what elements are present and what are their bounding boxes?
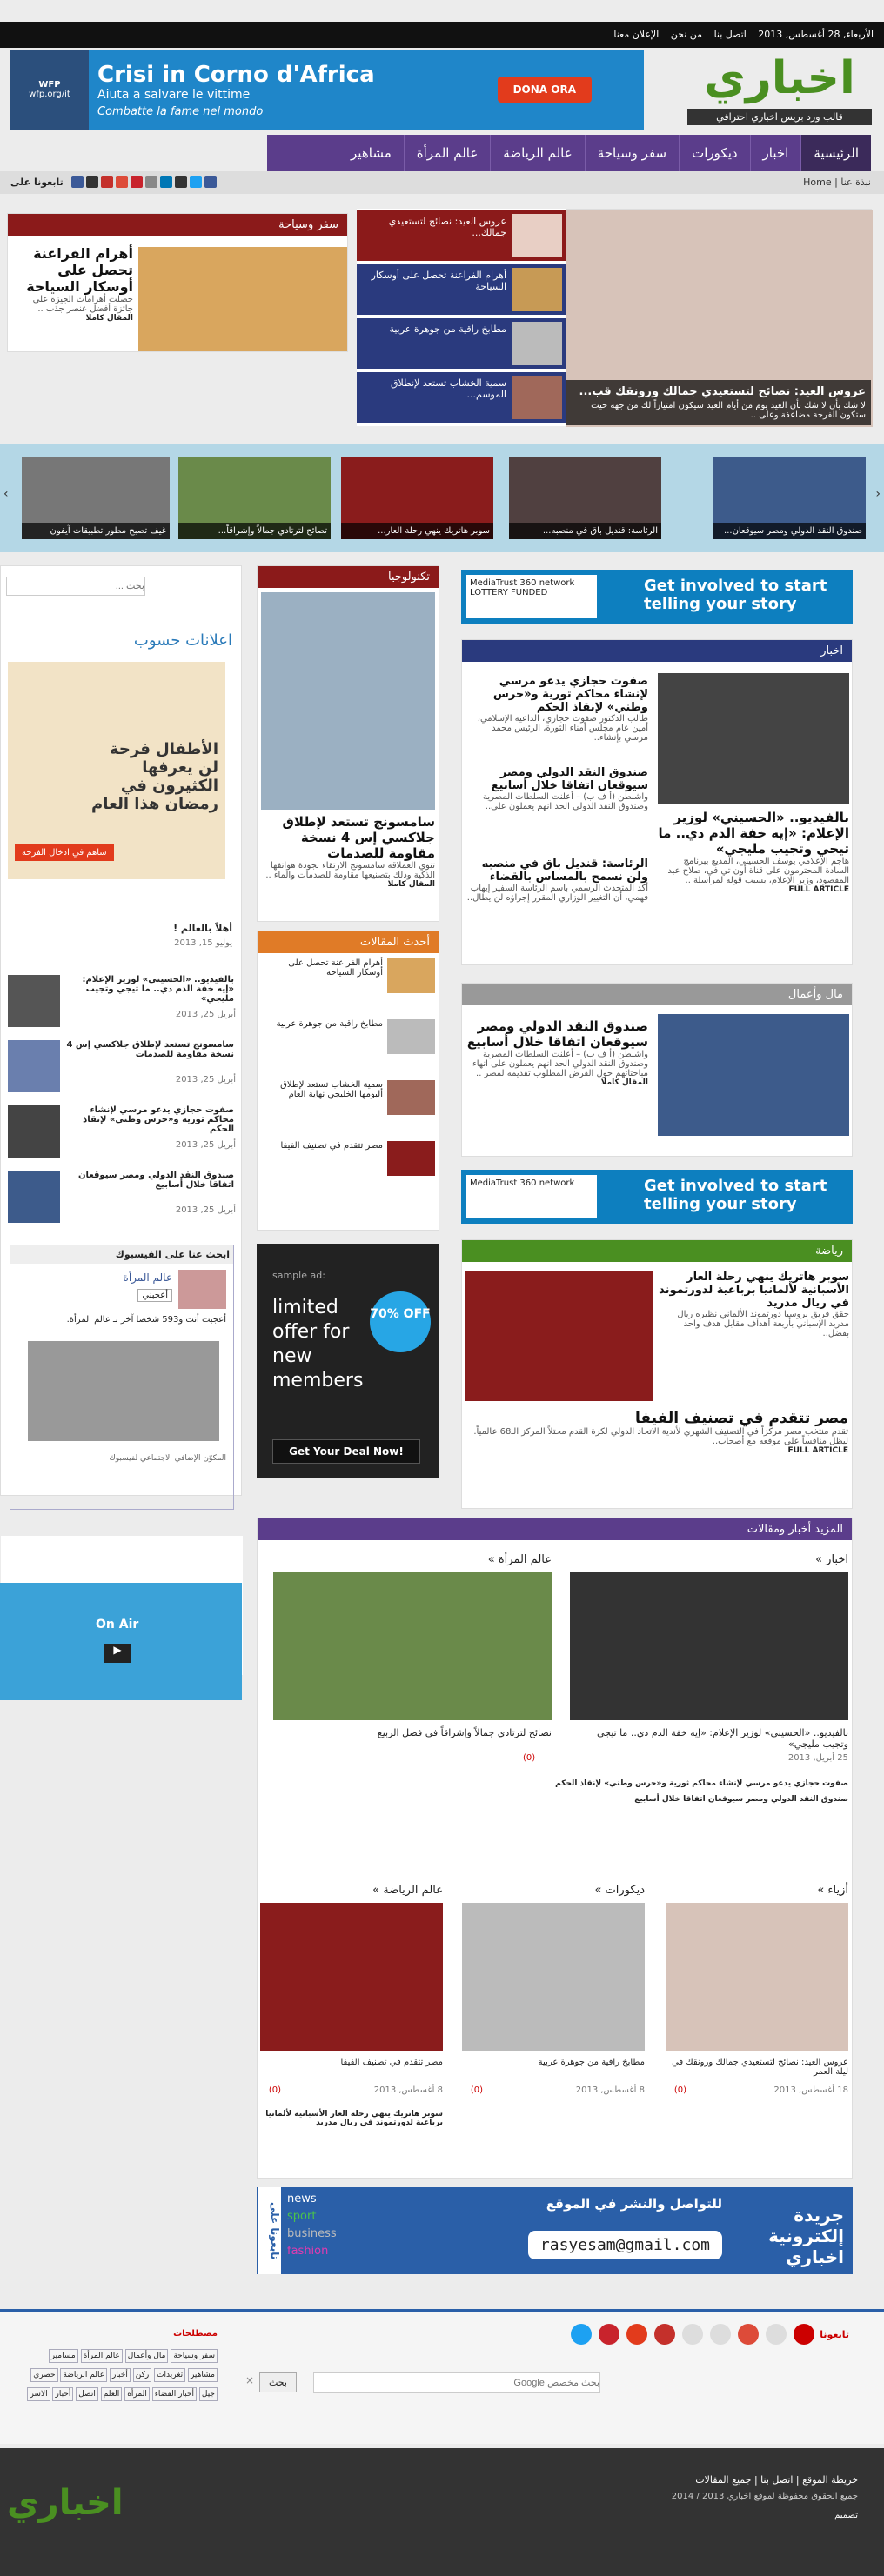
footer-link-contact[interactable]: اتصل بنا	[760, 2474, 794, 2486]
travel-box	[7, 213, 348, 352]
hero-title: عروس العيد: نصائح لتستعيدي جمالك ورونقك قب...	[579, 385, 866, 398]
footer-tags-title: مصطلحات	[173, 2329, 218, 2339]
wfp-logo	[10, 50, 89, 130]
sport-main-text: تقدم منتخب مصر مركزاً في التصنيف الشهري لأندية الاتحاد الدولي لكرة القدم محتلاً المركز الـ68 عالمياً. ليظل منافساً على موقعه مع أصحاب..	[473, 1427, 848, 1446]
nav-sports[interactable]: عالم الرياضة	[490, 135, 584, 171]
fb-count: أعجبت أنت و593 شخصا آخر بـ عالم المرأة.	[66, 1315, 226, 1325]
tech-header: تكنولوجيا	[258, 566, 439, 588]
mt-brand: MediaTrust 360 network	[470, 578, 575, 588]
tag[interactable]: مسامير	[49, 2349, 78, 2363]
contact-list	[287, 2191, 337, 2260]
list-item[interactable]	[465, 858, 648, 949]
site-logo[interactable]	[687, 48, 872, 131]
footer-link-sitemap[interactable]: خريطة الموقع	[802, 2474, 858, 2486]
tag[interactable]: الاسر	[27, 2387, 50, 2401]
charity-ad-text: الأطفال فرحة لن يعرفها الكثيرون في رمضان هذا العام	[91, 740, 218, 813]
money-image[interactable]	[658, 1014, 849, 1136]
donate-button[interactable]: DONA ORA	[498, 77, 592, 103]
sport-top-text: حقق فريق بروسيا دورتموند الألماني نظيره ريال مدريد الإسباني بأربعة أهداف مقابل هدف واحد بفضل..	[677, 1310, 849, 1338]
sport-image[interactable]	[465, 1271, 653, 1401]
tech-text: تنوي العملاقة سامسونج الارتقاء بجودة هواتفها الذكية وذلك بتصنيعها مقاومة للصدمات والماء ..	[265, 861, 435, 880]
ad-sub: Aiuta a salvare le vittime	[97, 87, 251, 102]
footer-search-input[interactable]	[313, 2372, 600, 2393]
left-sidebar	[0, 565, 242, 1496]
youtube-icon[interactable]	[101, 176, 113, 188]
nav-home[interactable]: الرئيسية	[800, 135, 871, 171]
list-item[interactable]	[465, 675, 648, 766]
recent-item-date: أبريل 25, 2013	[175, 1010, 236, 1019]
tech-image[interactable]	[261, 592, 435, 810]
deal-button[interactable]: Get Your Deal Now!	[272, 1439, 420, 1464]
footer-bottom	[0, 2448, 884, 2576]
thumb	[8, 1105, 60, 1158]
col-news-date: 25 أبريل, 2013	[787, 1753, 848, 1763]
fb-faces	[28, 1341, 219, 1441]
tag[interactable]: جيل	[199, 2387, 218, 2401]
news-slider	[0, 444, 884, 552]
tag[interactable]: المرأة	[124, 2387, 150, 2401]
ad-org: WFP	[38, 80, 61, 90]
money-text: واشنطن (أ ف ب) – أعلنت السلطات المصرية وصندوق النقد الدولي الحد انهم يعملون على انهاء مباحثاتهم حول القرض المطلوب تقديمه لمصر ..	[472, 1050, 648, 1078]
youtube-icon[interactable]	[654, 2324, 675, 2345]
list-item[interactable]	[465, 766, 648, 858]
recent-item-date: أبريل 25, 2013	[175, 1205, 236, 1215]
slider-caption: الرئاسة: قنديل باق في منصبه...	[509, 523, 661, 539]
mt-cta: Get involved to start telling your story	[644, 1177, 827, 1213]
col-news-link[interactable]: صفوت حجازي يدعو مرسي لإنشاء محاكم ثورية و«حرس وطني» لإنقاذ الحكم	[555, 1779, 848, 1788]
footer-top	[0, 2309, 884, 2444]
thumb	[512, 376, 562, 419]
news-item-title: الرئاسة: قنديل باق في منصبه ولن نسمح بالمساس بالقضاء	[481, 858, 648, 884]
hero-list-item[interactable]	[357, 210, 566, 261]
sample-ad[interactable]	[257, 1244, 439, 1478]
travel-header: سفر وسياحة	[8, 214, 347, 236]
list-item[interactable]	[8, 1171, 236, 1236]
tag[interactable]: اتصل	[76, 2387, 98, 2401]
thumb	[512, 268, 562, 311]
news-more[interactable]: FULL ARTICLE	[788, 885, 849, 894]
tag[interactable]: أخبار	[52, 2387, 73, 2401]
thumb	[8, 1040, 60, 1092]
col-news-header[interactable]: اخبار »	[815, 1553, 848, 1566]
slider-item[interactable]	[178, 457, 331, 539]
tech-box	[257, 565, 439, 922]
ad-headline: Crisi in Corno d'Africa	[97, 61, 375, 88]
search-input[interactable]	[6, 577, 145, 596]
latest-item-title: سمية الخشاب تستعد لإطلاق ألبومها الخليجي نهاية العام	[280, 1080, 383, 1099]
email-icon[interactable]	[86, 176, 98, 188]
sport-more[interactable]: FULL ARTICLE	[787, 1446, 848, 1455]
rss-icon[interactable]	[682, 2324, 703, 2345]
nav-news[interactable]: اخبار	[750, 135, 801, 171]
fb-page-name[interactable]: عالم المرأة	[123, 1271, 172, 1284]
top-date: الأربعاء, 28 أغسطس, 2013	[758, 29, 874, 40]
col-sport-link[interactable]: سوبر هاتريك ينهي رحلة العار الأسبانية لألمانيا برباعية لدورتموند في ريال مدريد	[265, 2110, 443, 2127]
top-link-about[interactable]: من نحن	[670, 29, 703, 40]
hero-list-title: عروس العيد: نصائح لتستعيدي جمالك...	[388, 216, 506, 238]
ad-url: wfp.org/it	[29, 90, 70, 99]
onair-label: On Air	[96, 1618, 139, 1632]
tag[interactable]: العلم	[101, 2387, 123, 2401]
recent-title[interactable]: أهلاً بالعالم !	[173, 923, 232, 934]
col-decor-date: 8 أغسطس, 2013	[575, 2085, 645, 2095]
slider-caption: صندوق النقد الدولي ومصر سيوقعان...	[713, 523, 866, 539]
news-item-text: طالب الدكتور صفوت حجازي، الداعية الإسلامي، أمين عام مجلس أمناء الثورة، الرئيس محمد مرسي بإنشاء..	[477, 714, 648, 743]
top-link-contact[interactable]: اتصل بنا	[713, 29, 747, 40]
pyramids-image[interactable]	[138, 247, 347, 351]
news-main-text: هاجم الإعلامي يوسف الحسيني، المذيع ببرنامج السادة المحترمون على قناة أون تي في، صلاح عبد المقصود، وزير الإعلام، بسبب قوله لمراسلة ..	[667, 857, 849, 885]
tag[interactable]: أخبار	[110, 2368, 131, 2382]
fb-page-avatar	[178, 1270, 226, 1309]
latest-item-title: مصر تتقدم في تصنيف الفيفا	[280, 1141, 383, 1151]
slider-item[interactable]	[341, 457, 493, 539]
tag[interactable]: أخبار الفضاء	[152, 2387, 197, 2401]
close-icon[interactable]: ×	[245, 2374, 255, 2386]
google-plus-icon[interactable]	[116, 176, 128, 188]
col-fashion-title[interactable]: عروس العيد: نصائح لتستعيدي جمالك ورونقك في ليلة العمر	[672, 2058, 848, 2077]
recent-item-title: صندوق النقد الدولي ومصر سيوقعان اتفاقا خلال أسابيع	[77, 1171, 234, 1190]
list-item[interactable]	[8, 975, 236, 1040]
onair-widget[interactable]	[0, 1583, 242, 1700]
col-sport-header[interactable]: عالم الرياضة »	[372, 1884, 443, 1897]
tag[interactable]: مشاهير	[188, 2368, 218, 2382]
contact-news[interactable]: news	[287, 2192, 317, 2206]
follow-label: تابعونا على	[10, 176, 64, 188]
list-item[interactable]	[8, 1105, 236, 1171]
ads-title: اعلانات حسوب	[133, 631, 232, 650]
tag[interactable]: سفر وسياحة	[171, 2349, 218, 2363]
list-item[interactable]	[258, 958, 439, 1019]
tech-title[interactable]: سامسونج تستعد لإطلاق جلاكسي إس 4 نسخة مقاومة للصدمات	[282, 814, 435, 861]
thumb	[387, 1141, 435, 1176]
tag[interactable]: مال وأعمال	[125, 2349, 169, 2363]
recent-list	[8, 975, 236, 1236]
tech-more[interactable]: المقال كاملا	[387, 880, 435, 889]
news-main-title[interactable]: بالفيديو.. «الحسيني» لوزير الإعلام: «إيه خفة الدم دي.. ما تيجي وتجيب مليجي»	[658, 810, 849, 857]
news-main-image[interactable]	[658, 673, 849, 804]
slider-caption: سوبر هاتريك ينهي رحلة العار...	[341, 523, 493, 539]
news-item-title: صفوت حجازي يدعو مرسي لإنشاء محاكم ثورية و«حرس وطني» لإنقاذ الحكم	[492, 675, 648, 714]
footer-logo[interactable]: اخباري	[7, 2483, 124, 2523]
news-item-text: أكد المتحدث الرسمي باسم الرئاسة السفير إيهاب فهمي، أن التغيير الوزاري المقرر إجراؤه لن يطال..	[466, 884, 648, 903]
news-box	[461, 639, 853, 965]
tag[interactable]: عالم الرياضة	[60, 2368, 107, 2382]
recent-item-date: أبريل 25, 2013	[175, 1075, 236, 1084]
mediatrust-banner-1[interactable]	[461, 570, 853, 624]
latest-item-title: مطابخ راقية من جوهرة عربية	[276, 1019, 383, 1029]
latest-item-title: أهرام الفراعنة تحصل على أوسكار السياحة	[288, 958, 383, 978]
col-fashion-date: 18 أغسطس, 2013	[774, 2085, 848, 2095]
contact-title: للتواصل والنشر في الموقع	[546, 2196, 722, 2212]
slider-item[interactable]	[22, 457, 170, 539]
list-item[interactable]	[8, 1040, 236, 1105]
thumb	[387, 1019, 435, 1054]
recent-item-title: سامسونج تستعد لإطلاق جلاكسي إس 4 نسخة مقاومة للصدمات	[66, 1040, 234, 1059]
footer-design: تصميم	[834, 2511, 858, 2520]
sport-header: رياضة	[462, 1240, 852, 1262]
subnav-breadcrumb[interactable]: نبذة عنا | Home	[803, 177, 871, 188]
list-item[interactable]	[258, 1141, 439, 1202]
thumb	[8, 975, 60, 1027]
main-nav	[267, 135, 871, 171]
hero-list-item[interactable]	[357, 372, 566, 423]
col-news-image[interactable]	[570, 1572, 848, 1720]
contact-email[interactable]: rasyesam@gmail.com	[528, 2231, 722, 2259]
contact-brand: جريدة إلكترونية اخباري	[768, 2205, 844, 2267]
offer-text: limited offer for new members	[272, 1297, 364, 1391]
thumb	[512, 322, 562, 365]
col-decor-comments[interactable]: (0)	[470, 2085, 483, 2095]
mediatrust-logo	[466, 1175, 597, 1218]
col-fashion-image[interactable]	[666, 1903, 848, 2051]
mt-cta: Get involved to start telling your story	[644, 577, 827, 613]
mediatrust-banner-2[interactable]	[461, 1170, 853, 1224]
pinterest-icon[interactable]	[599, 2324, 619, 2345]
col-sport-image[interactable]	[260, 1903, 443, 2051]
travel-text: حصلت أهرامات الجيزة على جائزة أفضل عنصر جذب ..	[32, 295, 133, 314]
news-item-title: صندوق النقد الدولي ومصر سيوقعان اتفاقا خلال أسابيع	[491, 766, 648, 792]
more-news-header: المزيد أخبار ومقالات	[258, 1518, 852, 1540]
footer-links: خريطة الموقع | اتصل بنا | جميع المقالات	[695, 2474, 858, 2486]
instagram-icon[interactable]	[145, 176, 157, 188]
offer-badge: 70% OFF	[370, 1291, 431, 1352]
share-icon[interactable]	[766, 2324, 787, 2345]
col-women-title[interactable]: نصائح لترتادي جمالاً وإشراقاً في فصل الربيع	[377, 1727, 552, 1738]
twitter-icon[interactable]	[190, 176, 202, 188]
news-item-text: واشنطن (أ ف ب) – أعلنت السلطات المصرية وصندوق النقد الدولي الحد انهم يعملون على..	[483, 792, 648, 811]
footer-social-icons	[571, 2324, 814, 2345]
money-header: مال وأعمال	[462, 984, 852, 1005]
social-icons	[10, 172, 217, 191]
facebook-icon[interactable]	[71, 176, 84, 188]
hero-list-title: أهرام الفراعنة تحصل على أوسكار السياحة	[371, 270, 506, 292]
recent-item-date: أبريل 25, 2013	[175, 1140, 236, 1150]
contact-fashion[interactable]: fashion	[287, 2245, 329, 2258]
col-women-image[interactable]	[273, 1572, 552, 1720]
col-fashion-comments[interactable]: (0)	[673, 2085, 686, 2095]
tag[interactable]: تغريدات	[154, 2368, 185, 2382]
money-title[interactable]: صندوق النقد الدولي ومصر سيوقعان اتفاقا خلال أسابيع	[466, 1018, 648, 1050]
nav-travel[interactable]: سفر وسياحة	[585, 135, 679, 171]
facebook-icon-2[interactable]	[204, 176, 217, 188]
footer-search-button[interactable]: بحث	[259, 2372, 297, 2392]
slider-prev-icon[interactable]: ‹	[3, 487, 9, 501]
col-news-comments[interactable]: (0)	[523, 1753, 536, 1763]
sport-top-title[interactable]: سوبر هاتريك ينهي رحلة العار الأسبانية لألمانيا برباعية لدورتموند في ريال مدريد	[659, 1271, 849, 1310]
sport-main-title[interactable]: مصر تتقدم في تصنيف الفيفا	[635, 1410, 848, 1427]
hero-feature[interactable]	[566, 209, 872, 426]
hero-caption	[566, 380, 871, 425]
tag[interactable]: حصري	[30, 2368, 57, 2382]
mt-brand: MediaTrust 360 network	[470, 1178, 575, 1188]
sample-label: sample ad:	[272, 1270, 325, 1281]
slider-item[interactable]	[713, 457, 866, 539]
recent-item-title: صفوت حجازي يدعو مرسي لإنشاء محاكم ثورية و«حرس وطني» لإنقاذ الحكم	[83, 1105, 234, 1134]
digg-icon[interactable]	[710, 2324, 731, 2345]
slider-next-icon[interactable]: ›	[875, 487, 881, 501]
contact-follow: تابعونا على	[258, 2187, 281, 2274]
linkedin-icon[interactable]	[160, 176, 172, 188]
tag[interactable]: ركن	[133, 2368, 151, 2382]
list-item[interactable]	[258, 1080, 439, 1141]
col-women-header[interactable]: عالم المرأة »	[487, 1553, 552, 1566]
col-decor-image[interactable]	[462, 1903, 645, 2051]
col-news-title[interactable]: بالفيديو.. «الحسيني» لوزير الإعلام: «إيه خفة الدم دي.. ما تيجي وتجيب مليجي»	[596, 1727, 848, 1750]
nav-celebs[interactable]: مشاهير	[338, 135, 404, 171]
recent-date: يوليو 15, 2013	[174, 938, 232, 948]
hero-list-title: مطابخ راقية من جوهرة عربية	[389, 324, 506, 335]
travel-more[interactable]: المقال كاملا	[85, 314, 133, 323]
tag[interactable]: عالم المرأة	[81, 2349, 123, 2363]
col-sport-title[interactable]: مصر تتقدم في تصنيف الفيفا	[340, 2058, 443, 2067]
fb-like-button[interactable]: أعجبني	[137, 1289, 172, 1302]
money-box	[461, 983, 853, 1157]
col-news-link[interactable]: صندوق النقد الدولي ومصر سيوقعان اتفاقا خلال أسابيع	[634, 1795, 848, 1804]
thumb	[387, 1080, 435, 1115]
charity-ad[interactable]	[8, 662, 225, 879]
col-decor-title[interactable]: مطابخ راقية من جوهرة عربية	[538, 2058, 645, 2067]
footer-follow: تابعونا	[820, 2329, 849, 2340]
hero-list-item[interactable]	[357, 264, 566, 315]
more-news-box	[257, 1518, 853, 2179]
hero-text: لا شك بأن لا شك بأن العيد يوم من أيام العيد سيكون امتيازاً لك من جهة حيث ستكون الفرحة مضاعفة وعلى ..	[591, 401, 866, 420]
travel-title[interactable]: أهرام الفراعنة تحصل على أوسكار السياحة	[26, 245, 133, 295]
top-link-ads[interactable]: الإعلان معنا	[613, 29, 660, 40]
top-bar	[0, 22, 884, 48]
col-decor-header[interactable]: ديكورات »	[594, 1884, 645, 1897]
latest-header: أحدث المقالات	[258, 931, 439, 953]
recent-item-title: بالفيديو.. «الحسيني» لوزير الإعلام: «إيه خفة الدم دي.. ما تيجي وتجيب مليجي»	[82, 975, 234, 1004]
email-icon[interactable]	[794, 2324, 814, 2345]
fb-title: ابحث عنا على الفيسبوك	[10, 1245, 233, 1264]
slider-caption: تصائح لترتادي جمالاً وإشراقاً...	[178, 523, 331, 539]
nav-women[interactable]: عالم المرأة	[404, 135, 491, 171]
list-item[interactable]	[258, 1019, 439, 1080]
col-sport-comments[interactable]: (0)	[268, 2085, 281, 2095]
latest-box	[257, 931, 439, 1231]
col-sport-date: 8 أغسطس, 2013	[373, 2085, 443, 2095]
footer-link-all[interactable]: جميع المقالات	[695, 2474, 752, 2486]
hero-list-title: سمية الخشاب تستعد لإنطلاق الموسم...	[390, 377, 506, 400]
contact-sport[interactable]: sport	[287, 2210, 317, 2223]
thumb	[387, 958, 435, 993]
charity-ad-button[interactable]: ساهم في ادخال الفرحة	[15, 844, 114, 861]
footer-copyright: جميع الحقوق محفوظة لموقع اخباري 2013 / 2014	[671, 2492, 858, 2501]
fb-plugin: المكوّن الإضافي الاجتماعي لفيسبوك	[109, 1454, 226, 1463]
pinterest-icon[interactable]	[131, 176, 143, 188]
news-list	[465, 675, 648, 949]
ad-italic: Combatte la fame nel mondo	[97, 104, 264, 118]
slider-caption: غيف تصبح مطور تطبيقات آيفون	[22, 523, 170, 539]
hero-list	[357, 209, 566, 426]
contact-business[interactable]: business	[287, 2227, 337, 2240]
thumb	[512, 214, 562, 257]
logo-brand: اخباري	[704, 52, 855, 104]
mt-lottery: LOTTERY FUNDED	[470, 588, 548, 597]
mediatrust-logo	[466, 575, 597, 618]
play-icon[interactable]: ▶	[104, 1644, 131, 1663]
nav-decor[interactable]: ديكورات	[679, 135, 749, 171]
hero-list-item[interactable]	[357, 318, 566, 369]
contact-banner	[257, 2187, 853, 2274]
ad-banner[interactable]	[10, 50, 644, 130]
heart-icon[interactable]	[626, 2324, 647, 2345]
news-header: اخبار	[462, 640, 852, 662]
rss-icon[interactable]	[175, 176, 187, 188]
facebook-box	[10, 1245, 234, 1510]
col-fashion-header[interactable]: أزياء »	[817, 1884, 848, 1897]
logo-tagline: قالب ورد بريس اخباري احترافي	[687, 109, 872, 125]
thumb	[8, 1171, 60, 1223]
twitter-icon[interactable]	[571, 2324, 592, 2345]
money-more[interactable]: المقال كاملا	[600, 1078, 648, 1087]
sport-box	[461, 1239, 853, 1509]
slider-item[interactable]	[509, 457, 661, 539]
google-plus-icon[interactable]	[738, 2324, 759, 2345]
footer-tags	[17, 2346, 218, 2404]
